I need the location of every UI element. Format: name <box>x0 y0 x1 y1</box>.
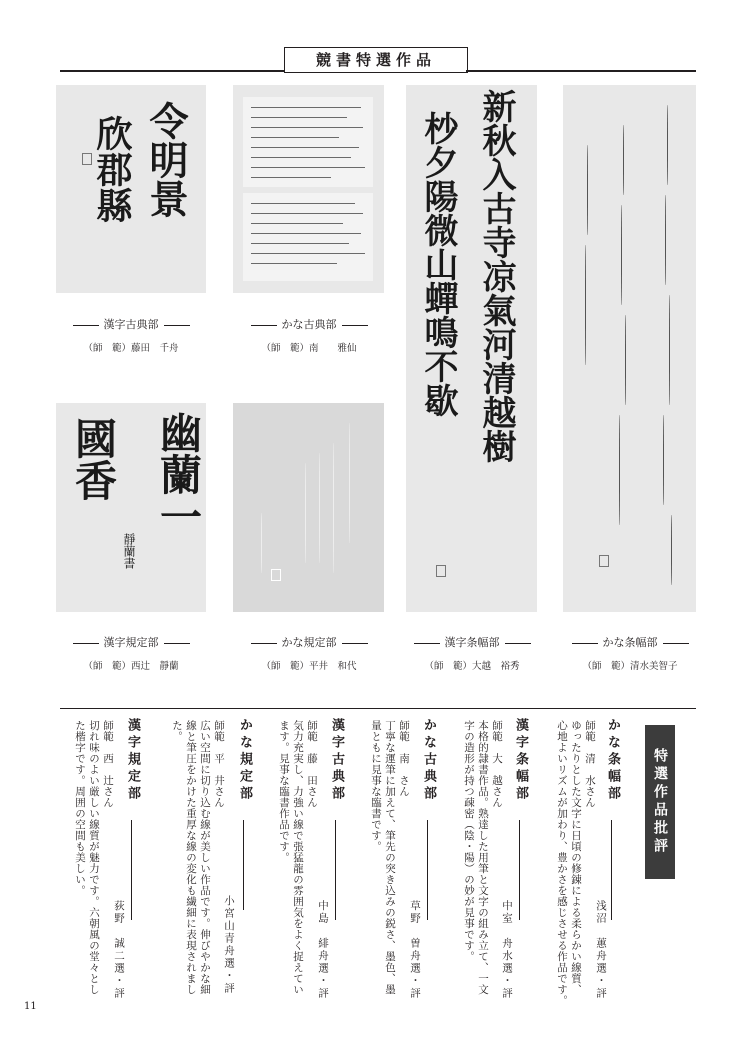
critique-line: 丁寧な運筆に加えて、筆先の突き込みの鋭さ、墨色、墨 <box>384 720 396 995</box>
artwork-kanji-scroll-col-right: 新秋入古寺凉氣河清越樹 <box>476 89 516 463</box>
category-label: かな規定部 <box>281 636 337 649</box>
heading-rule <box>335 820 336 920</box>
artwork-kanji-scroll <box>406 85 537 612</box>
manuscript-panel-top <box>243 97 373 187</box>
title-rule-left <box>60 70 284 72</box>
critique-line: 師範 清 水さん <box>584 720 596 808</box>
page-title: 競書特選作品 <box>284 47 468 73</box>
critique-line: た。 <box>171 720 183 742</box>
critique-line: ます。見事な臨書作品です。 <box>278 720 290 863</box>
critique-signature: 荻野 誠二選・評 <box>113 900 125 1000</box>
artwork-kanji-standard-col-left: 國香 <box>69 417 118 501</box>
critique-heading-kanji-scroll: 漢字条幅部 <box>513 718 528 803</box>
caption-kanji-standard <box>51 634 211 650</box>
category-label: 漢字古典部 <box>103 318 159 331</box>
critique-label-text: 特選作品批評 <box>652 748 668 856</box>
critique-heading-kanji-standard: 漢字規定部 <box>125 718 140 803</box>
teacher-kanji-scroll: （師 範）大越 裕秀 <box>424 661 520 672</box>
artwork-kanji-classic <box>56 85 206 293</box>
seal-mark <box>271 569 281 581</box>
critique-signature: 草野 曽舟選・評 <box>409 900 421 1000</box>
teacher-kana-classic: （師 範）南 雅仙 <box>261 343 357 354</box>
critique-label <box>645 725 675 879</box>
caption-kanji-classic <box>51 316 211 332</box>
critique-heading-kana-classic: かな古典部 <box>421 718 436 803</box>
heading-rule <box>611 820 612 920</box>
critique-line: 切れ味のよい厳しい線質が魅力です。六朝風の堂々とし <box>88 720 100 995</box>
page-number: 11 <box>24 1001 37 1012</box>
critique-heading-kana-standard: かな規定部 <box>237 718 252 803</box>
category-label: かな古典部 <box>281 318 337 331</box>
critique-line: 師範 西 辻さん <box>102 720 114 808</box>
artwork-kanji-scroll-col-left: 杪夕陽微山蟬鳴不歇 <box>418 111 458 417</box>
critique-line: 師範 平 井さん <box>213 720 225 808</box>
manuscript-panel-bottom <box>243 193 373 281</box>
category-label: 漢字規定部 <box>103 636 159 649</box>
section-divider <box>60 708 696 709</box>
caption-kana-scroll <box>550 634 710 650</box>
teacher-kana-standard: （師 範）平井 和代 <box>261 661 357 672</box>
artwork-kanji-classic-col-left: 欣郡縣 <box>91 115 133 223</box>
critique-signature: 小宮山青舟選・評 <box>223 895 235 995</box>
artwork-kana-standard <box>233 403 384 612</box>
heading-rule <box>243 820 244 910</box>
teacher-kana-scroll: （師 範）清水美智子 <box>582 661 678 672</box>
critique-line: た楷字です。周囲の空間も美しい。 <box>74 720 86 896</box>
seal-mark <box>82 153 92 165</box>
artwork-kanji-standard-col-right: 幽蘭一 <box>154 411 203 537</box>
artwork-kanji-classic-col-right: 令明景 <box>143 101 189 218</box>
category-label: 漢字条幅部 <box>444 636 500 649</box>
critique-heading-kanji-classic: 漢字古典部 <box>329 718 344 803</box>
seal-mark <box>436 565 446 577</box>
critique-signature: 中島 緋舟選・評 <box>317 900 329 1000</box>
teacher-kanji-classic: （師 範）藤田 千舟 <box>83 343 179 354</box>
heading-rule <box>519 820 520 920</box>
critique-line: 線と筆圧をかけた重厚な線の変化も繊細に表現されまし <box>185 720 197 995</box>
critique-line: 気力充実し、力強い線で張猛龍の雰囲気をよく捉えてい <box>292 720 304 995</box>
caption-kanji-scroll <box>392 634 552 650</box>
critique-line: 師範 大 越さん <box>491 720 503 808</box>
critique-line: 量ともに見事な臨書です。 <box>370 720 382 852</box>
seal-mark <box>599 555 609 567</box>
critique-line: 心地よいリズムが加わり、豊かさを感じさせる作品です。 <box>556 720 568 1006</box>
heading-rule <box>427 820 428 920</box>
critique-signature: 中室 舟水選・評 <box>501 900 513 1000</box>
critique-heading-kana-scroll: かな条幅部 <box>605 718 620 803</box>
caption-kana-classic <box>229 316 389 332</box>
artwork-kanji-standard-signature: 靜蘭書 <box>122 533 136 569</box>
heading-rule <box>131 820 132 920</box>
title-rule-right <box>466 70 696 72</box>
critique-line: 本格的隷書作品。熟達した用筆と文字の組み立て、一文 <box>477 720 489 995</box>
artwork-kanji-standard <box>56 403 206 612</box>
critique-line: 広い空間に切り込む線が美しい作品です。伸びやかな細 <box>199 720 211 995</box>
critique-signature: 浅沼 蕙舟選・評 <box>595 900 607 1000</box>
artwork-kana-scroll <box>563 85 696 612</box>
critique-line: 字の造形が持つ疎密（陰・陽）の妙が見事です。 <box>463 720 475 962</box>
caption-kana-standard <box>229 634 389 650</box>
category-label: かな条幅部 <box>602 636 658 649</box>
critique-line: ゆったりとした文字に日頃の修錬による柔らかい線質、 <box>570 720 582 995</box>
critique-line: 師範 藤 田さん <box>306 720 318 808</box>
artwork-kana-classic <box>233 85 384 293</box>
teacher-kanji-standard: （師 範）西辻 靜蘭 <box>83 661 179 672</box>
critique-line: 師範 南 さん <box>398 720 410 797</box>
